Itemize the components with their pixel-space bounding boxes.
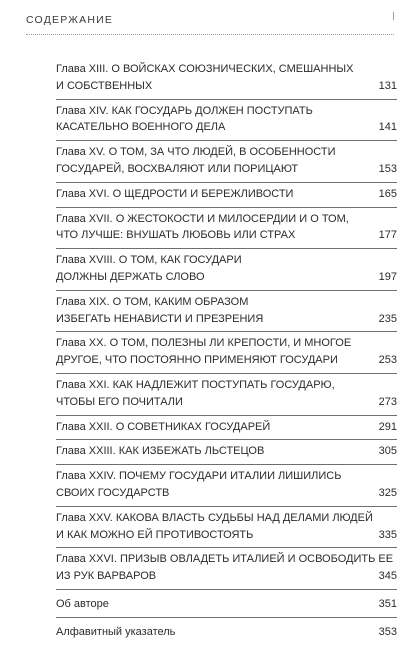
toc-entry[interactable] bbox=[56, 61, 397, 100]
toc-entry-line: О ЩЕДРОСТИ И БЕРЕЖЛИВОСТИ bbox=[112, 187, 294, 200]
toc-entry-line: ЧТОБЫ ЕГО ПОЧИТАЛИ bbox=[56, 395, 183, 408]
toc-entry-title bbox=[56, 61, 397, 95]
section-title: СОДЕРЖАНИЕ bbox=[26, 14, 114, 26]
toc-entry-lead: Глава XVII. bbox=[56, 212, 113, 225]
toc-entry-line: О ВОЙСКАХ СОЮЗНИЧЕСКИХ, СМЕШАННЫХ bbox=[111, 63, 354, 75]
toc-entry-title bbox=[56, 624, 397, 641]
toc-entry-lead: Глава XXV. bbox=[56, 511, 113, 524]
toc-entry-lead: Глава XXII. bbox=[56, 420, 113, 433]
toc-entry-page-number: 273 bbox=[378, 395, 397, 408]
toc-entry-line: КАК ИЗБЕЖАТЬ ЛЬСТЕЦОВ bbox=[118, 445, 265, 458]
toc-entry-page-number: 351 bbox=[378, 597, 397, 610]
toc-entry[interactable] bbox=[56, 443, 397, 465]
toc-entry[interactable] bbox=[56, 377, 397, 416]
toc-entry[interactable] bbox=[56, 593, 397, 618]
toc-entry-page-number: 253 bbox=[378, 354, 397, 367]
toc-entry-line: О ТОМ, ПОЛЕЗНЫ ЛИ КРЕПОСТИ, И МНОГОЕ bbox=[109, 337, 352, 350]
toc-entry-line: КАК НАДЛЕЖИТ ПОСТУПАТЬ ГОСУДАРЮ, bbox=[112, 378, 335, 391]
toc-entry-page-number: 305 bbox=[378, 445, 397, 458]
toc-entry-page-number: 177 bbox=[378, 229, 397, 242]
toc-entry-line: СВОИХ ГОСУДАРСТВ bbox=[56, 486, 170, 499]
toc-entry[interactable] bbox=[56, 144, 397, 183]
toc-entry[interactable] bbox=[56, 211, 397, 250]
toc-entry-page-number: 141 bbox=[378, 121, 397, 134]
toc-entry-line: КАСАТЕЛЬНО ВОЕННОГО ДЕЛА bbox=[56, 121, 226, 134]
toc-entry-line: КАКОВА ВЛАСТЬ СУДЬБЫ НАД ДЕЛАМИ ЛЮДЕЙ bbox=[115, 511, 373, 524]
toc-entry-page-number: 153 bbox=[378, 162, 397, 175]
toc-entry-title bbox=[56, 186, 397, 203]
toc-entry-page-number: 235 bbox=[378, 312, 397, 325]
toc-entry-lead: Глава XXIII. bbox=[56, 445, 116, 458]
toc-entry-page-number: 197 bbox=[378, 270, 397, 283]
toc-entry-lead: Глава XXIV. bbox=[56, 470, 116, 483]
toc-entry-line: КАК ГОСУДАРЬ ДОЛЖЕН ПОСТУПАТЬ bbox=[111, 104, 313, 117]
toc-entry[interactable] bbox=[56, 294, 397, 333]
toc-entry-title bbox=[56, 468, 397, 502]
toc-entry-line: ДРУГОЕ, ЧТО ПОСТОЯННО ПРИМЕНЯЮТ ГОСУДАРИ bbox=[56, 354, 338, 367]
toc-entry-title bbox=[56, 294, 397, 328]
toc-entry-title bbox=[56, 596, 397, 613]
toc-entry-title bbox=[56, 510, 397, 544]
toc-entry-title bbox=[56, 252, 397, 286]
toc-entry-line: О СОВЕТНИКАХ ГОСУДАРЕЙ bbox=[115, 420, 271, 433]
toc-entry-page-number: 325 bbox=[378, 486, 397, 499]
toc-entry-lead: Глава XIV. bbox=[56, 104, 109, 117]
toc-entry-line: ПОЧЕМУ ГОСУДАРИ ИТАЛИИ ЛИШИЛИСЬ bbox=[118, 470, 342, 483]
toc-entry-page-number: 165 bbox=[378, 187, 397, 200]
toc-entry-line: О ТОМ, КАКИМ ОБРАЗОМ bbox=[112, 295, 249, 308]
toc-entry-lead: Глава XVIII. bbox=[56, 254, 116, 267]
toc-entry-line: О ТОМ, ЗА ЧТО ЛЮДЕЙ, В ОСОБЕННОСТИ bbox=[108, 146, 336, 159]
toc-entry-title bbox=[56, 144, 397, 178]
toc-entry-lead: Глава XXI. bbox=[56, 378, 110, 391]
toc-entry-line: О ЖЕСТОКОСТИ И МИЛОСЕРДИИ И О ТОМ, bbox=[115, 212, 349, 225]
toc-entry-line: ИЗ РУК ВАРВАРОВ bbox=[56, 570, 157, 583]
toc-entry-title bbox=[56, 211, 397, 245]
toc-entry-lead: Глава XXVI. bbox=[56, 553, 117, 566]
header-rule-end bbox=[389, 12, 394, 20]
toc-entry[interactable] bbox=[56, 510, 397, 549]
table-of-contents bbox=[56, 61, 397, 648]
toc-entry-title bbox=[56, 377, 397, 411]
toc-entry[interactable] bbox=[56, 468, 397, 507]
toc-entry-line: ИЗБЕГАТЬ НЕНАВИСТИ И ПРЕЗРЕНИЯ bbox=[56, 312, 264, 325]
toc-entry-title bbox=[56, 443, 397, 460]
page-header bbox=[26, 12, 394, 35]
toc-entry-title bbox=[56, 103, 397, 137]
toc-entry[interactable] bbox=[56, 551, 397, 590]
toc-entry-lead: Алфавитный указатель bbox=[56, 625, 176, 638]
toc-entry-line: ДОЛЖНЫ ДЕРЖАТЬ СЛОВО bbox=[56, 270, 205, 283]
toc-entry-title bbox=[56, 419, 397, 436]
toc-entry-line: ПРИЗЫВ ОВЛАДЕТЬ ИТАЛИЕЙ И ОСВОБОДИТЬ ЕЕ bbox=[119, 553, 394, 566]
toc-entry-page-number: 345 bbox=[378, 570, 397, 583]
toc-entry-lead: Глава XX. bbox=[56, 337, 107, 350]
toc-entry[interactable] bbox=[56, 621, 397, 645]
toc-entry[interactable] bbox=[56, 335, 397, 374]
toc-entry-page-number: 335 bbox=[378, 528, 397, 541]
toc-entry-lead: Глава XIII. bbox=[56, 63, 109, 75]
toc-entry-lead: Глава XV. bbox=[56, 146, 106, 159]
toc-entry[interactable] bbox=[56, 419, 397, 441]
toc-entry[interactable] bbox=[56, 186, 397, 208]
toc-entry-page-number: 291 bbox=[378, 420, 397, 433]
toc-entry[interactable] bbox=[56, 252, 397, 291]
toc-entry-lead: Глава XIX. bbox=[56, 295, 110, 308]
toc-entry-line: ГОСУДАРЕЙ, ВОСХВАЛЯЮТ ИЛИ ПОРИЦАЮТ bbox=[56, 162, 299, 175]
toc-entry-page-number: 353 bbox=[378, 625, 397, 638]
toc-entry-title bbox=[56, 551, 397, 585]
toc-entry-title bbox=[56, 335, 397, 369]
toc-entry-page-number: 131 bbox=[378, 79, 397, 92]
toc-entry[interactable] bbox=[56, 103, 397, 142]
toc-entry-lead: Глава XVI. bbox=[56, 187, 110, 200]
toc-entry-line: О ТОМ, КАК ГОСУДАРИ bbox=[118, 254, 242, 267]
toc-entry-line: И СОБСТВЕННЫХ bbox=[56, 79, 153, 92]
toc-entry-lead: Об авторе bbox=[56, 597, 109, 610]
toc-entry-line: ЧТО ЛУЧШЕ: ВНУШАТЬ ЛЮБОВЬ ИЛИ СТРАХ bbox=[56, 229, 296, 242]
toc-entry-line: И КАК МОЖНО ЕЙ ПРОТИВОСТОЯТЬ bbox=[56, 528, 254, 541]
